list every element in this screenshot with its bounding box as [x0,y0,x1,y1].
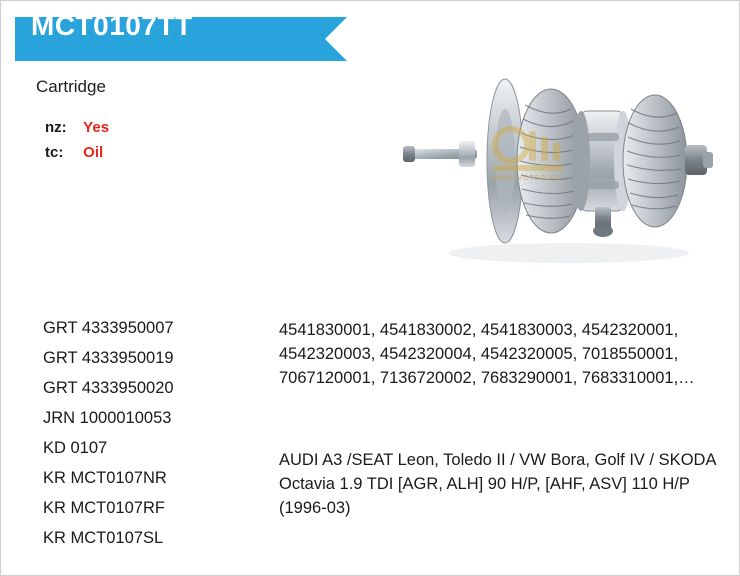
list-item: KD 0107 [43,439,108,457]
turbocharger-cartridge-photo [399,49,719,291]
oem-numbers: 4541830001, 4541830002, 4541830003, 4542320001, 4542320003, 4542320004, 4542320005, 7018550001, 7067120001, 7136720002, 7683290001, 7683310001,… [279,321,695,387]
list-item: GRT 4333950007 [43,319,174,337]
spec-row [45,144,109,161]
banner-arrow [325,17,347,61]
watermark-text: WWW.VCTEG.RU [492,175,562,182]
product-type-label: Cartridge [36,77,106,96]
list-item: KR MCT0107NR [43,469,167,487]
spec-row [45,119,109,136]
cross-reference-list [43,319,268,559]
list-item: GRT 4333950019 [43,349,174,367]
list-item: KR MCT0107SL [43,529,164,547]
page-title: MCT0107TT [31,10,193,41]
spec-key: tc: [45,144,64,161]
list-item: JRN 1000010053 [43,409,172,427]
list-item: GRT 4333950020 [43,379,174,397]
spec-value: Oil [83,144,104,161]
list-item: KR MCT0107RF [43,499,165,517]
spec-value: Yes [83,119,110,136]
spec-list [45,119,109,169]
spec-key: nz: [45,119,67,136]
vehicle-applications: AUDI A3 /SEAT Leon, Toledo II / VW Bora, Golf IV / SKODA Octavia 1.9 TDI [AGR, ALH] 90 H/P, [AHF, ASV] 110 H/P (1996-03) [279,451,716,517]
